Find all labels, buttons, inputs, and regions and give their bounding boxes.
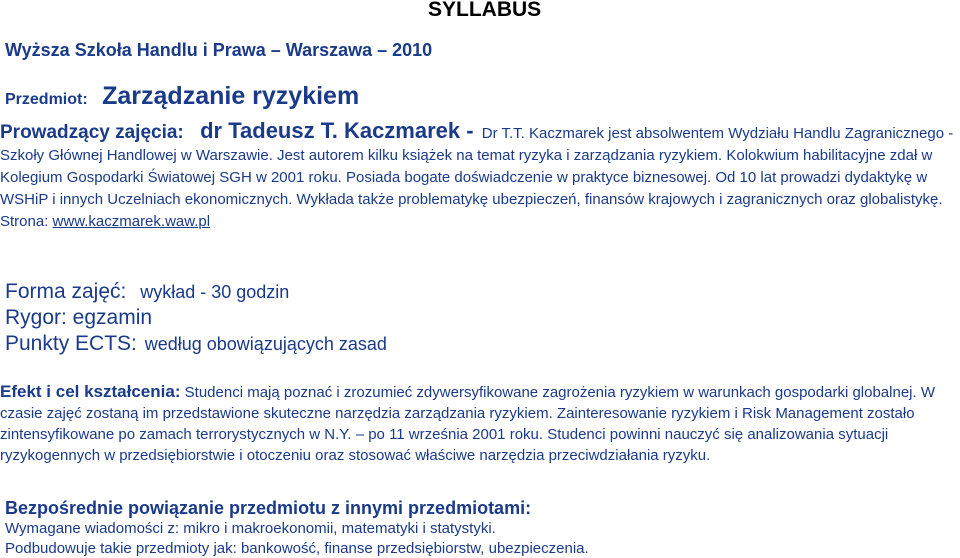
ects-value: według obowiązujących zasad — [144, 334, 387, 354]
lecturer-name: dr Tadeusz T. Kaczmarek - — [200, 118, 474, 143]
subject-label: Przedmiot: — [5, 91, 88, 108]
efekt-label: Efekt i cel kształcenia: — [0, 382, 181, 401]
website-link[interactable]: www.kaczmarek.waw.pl — [52, 213, 211, 230]
powiazanie-line-1: Wymagane wiadomości z: mikro i makroekonomii, matematyki i statystyki. — [5, 520, 496, 537]
lecturer-section — [0, 120, 955, 233]
website-label: Strona: — [0, 213, 49, 230]
lecturer-bio: Dr T.T. Kaczmarek jest absolwentem Wydziału Handlu Zagranicznego - Szkoły Głównej Handlowej w Warszawie. Jest autorem kilku książek na temat ryzyka i zarządzania ryzykiem. Kolokwium habilitacyjne zdał w Kolegium Gospodarki Światowej SGH w 2001 roku. Posiada bogate doświadczenie w praktyce biznesowej. Od 10 lat prowadzi dydaktykę w WSHiP i innych Uczelniach ekonomicznych. Wykłada także problematykę ubezpieczeń, finansów krajowych i zagranicznych oraz globalistykę. — [0, 125, 954, 208]
forma-value: wykład - 30 godzin — [140, 282, 290, 302]
forma-label: Forma zajęć: — [5, 280, 127, 303]
forma-line — [5, 280, 289, 304]
powiazanie-line-2: Podbudowuje takie przedmioty jak: bankowość, finanse przedsiębiorstw, ubezpieczenia. — [5, 540, 589, 557]
school-name: Wyższa Szkoła Handlu i Prawa – Warszawa – 2010 — [5, 40, 433, 60]
lecturer-label: Prowadzący zajęcia: — [0, 122, 184, 143]
efekt-text: Studenci mają poznać i zrozumieć zdywersyfikowane zagrożenia ryzykiem w warunkach gospodarki globalnej. W czasie zajęć zostaną im przedstawione skuteczne narzędzia zarządzania ryzykiem. Zainteresowanie ryzykiem i Risk Management zostało zintensyfikowane po zamach terrorystycznych w N.Y. – po 11 września 2001 roku. Studenci powinni nauczyć się analizowania sytuacji ryzykogennych w przedsiębiorstwie i otoczeniu oraz stosować właściwe narzędzia przeciwdziałania ryzyku. — [0, 384, 935, 464]
rygor-line: Rygor: egzamin — [5, 306, 153, 329]
powiazanie-title: Bezpośrednie powiązanie przedmiotu z innymi przedmiotami: — [5, 498, 532, 518]
ects-label: Punkty ECTS: — [5, 332, 137, 355]
document-title: SYLLABUS — [428, 0, 542, 21]
subject-value: Zarządzanie ryzykiem — [102, 82, 360, 110]
subject-line — [5, 82, 359, 111]
efekt-section — [0, 381, 955, 466]
ects-line — [5, 332, 387, 356]
